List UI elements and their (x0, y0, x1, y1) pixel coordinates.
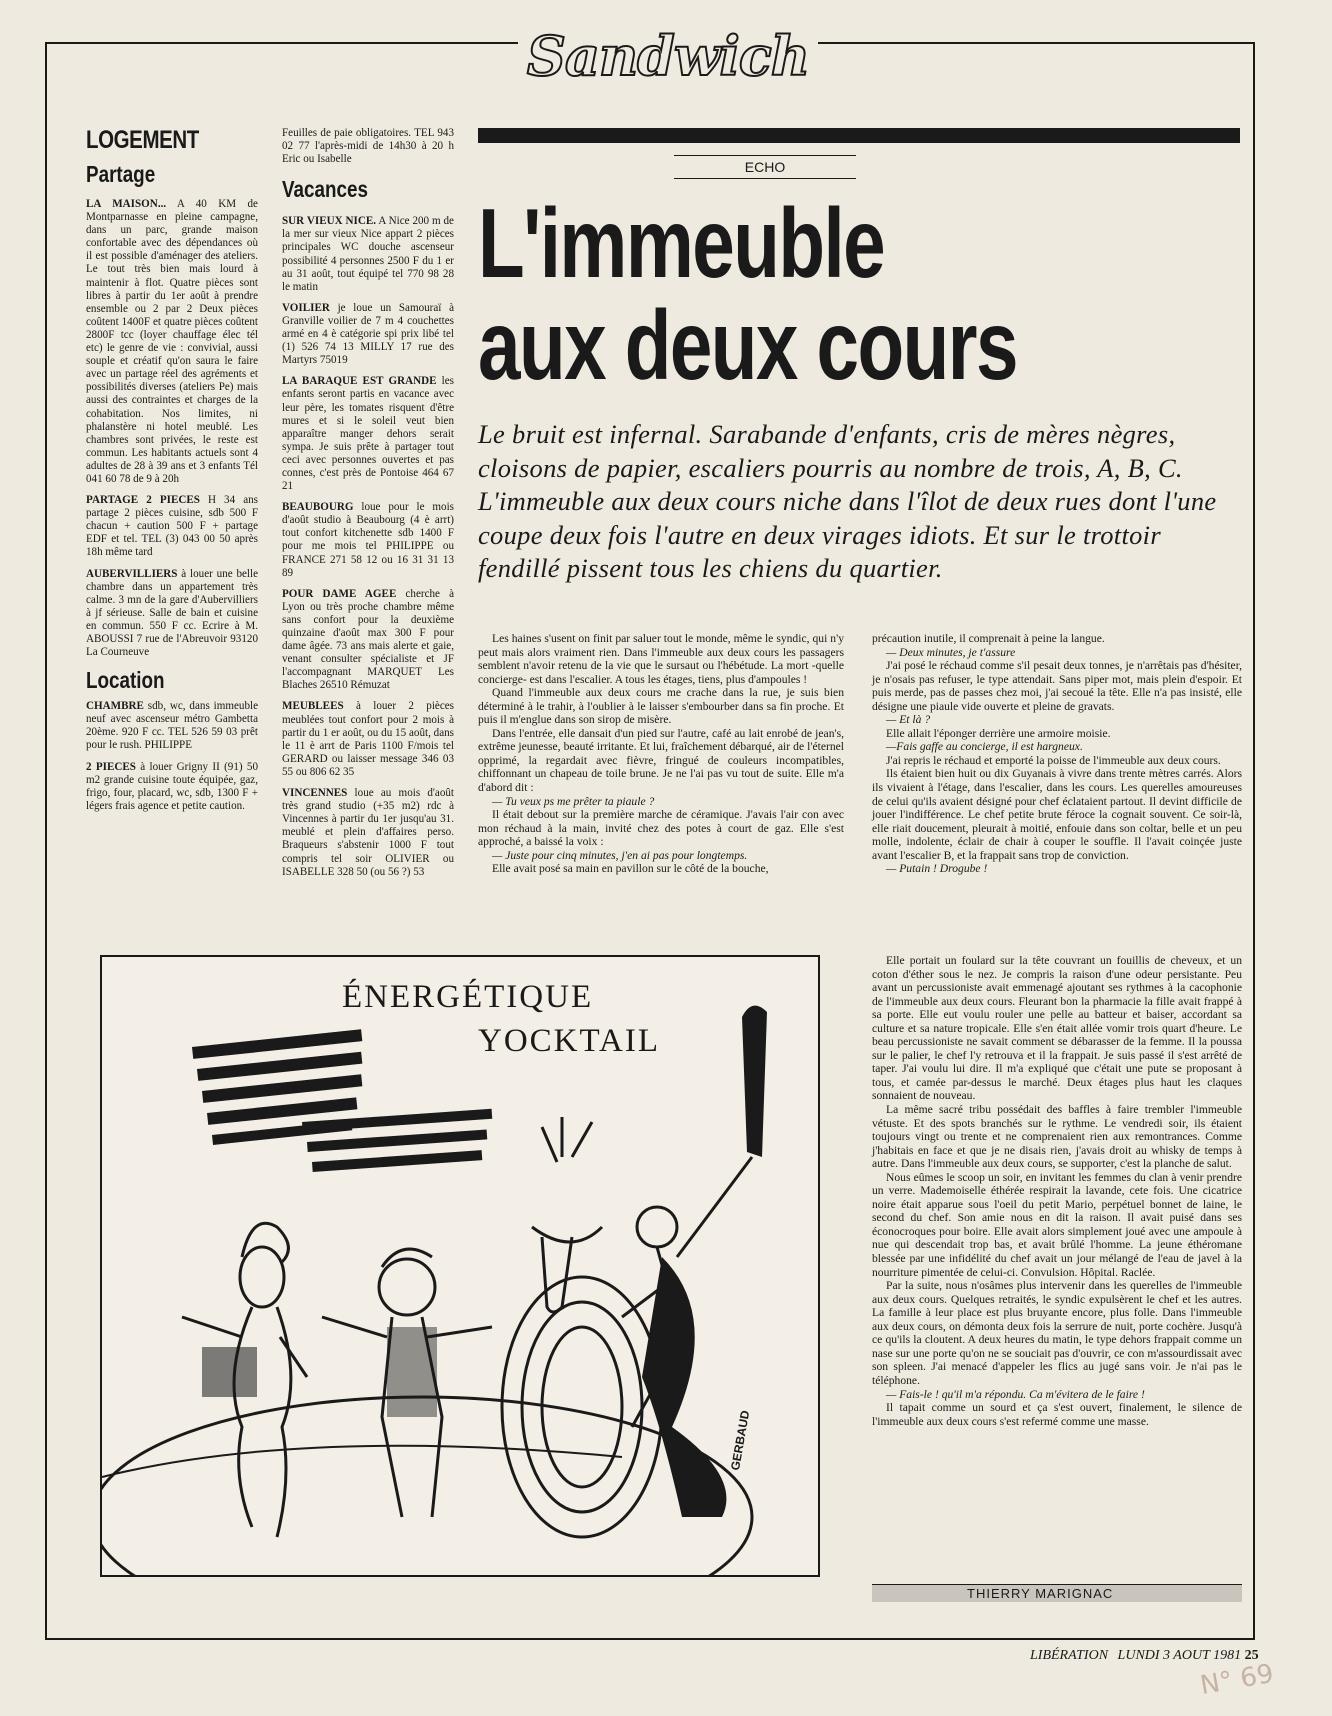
classified-ad-lead: LA MAISON... (86, 198, 167, 210)
article-paragraph: — Fais-le ! qu'il m'a répondu. Ca m'évitera de le faire ! (886, 1387, 1145, 1401)
illustrator-signature: GERBAUD (728, 1409, 753, 1472)
article-paragraph: Elle avait posé sa main en pavillon sur le côté de la bouche, (492, 862, 769, 876)
classified-ad-text: les enfants seront partis en vacance avec leur père, les tomates risquent d'être mures et si le soleil veut bien apparaître manger dehors serait sympa. Je suis prête à partager tout ceci avec personnes ouvertes et pas connes, c'est près de Pontoise 464 67 21 (282, 375, 454, 493)
classified-ad-text: loue pour le mois d'août studio à Beaubourg (4 è arrt) tout confort kitchenette sdb 1400 F pour me mois tel PHILIPPE ou FRANCE 271 58 12 ou 16 31 31 13 89 (282, 501, 454, 579)
article-column-2-bottom (872, 954, 1242, 1428)
article-paragraph: J'ai repris le réchaud et emporté la poisse de l'immeuble aux deux cours. (886, 753, 1221, 767)
classified-ad-text: à louer Grigny II (91) 50 m2 grande cuisine toute équipée, gaz, frigo, four, placard, wc, sdb, 1300 F + légers frais agence et petite caution. (86, 760, 258, 812)
classified-ad-text: A 40 KM de Montparnasse en pleine campagne, dans un parc, grande maison confortable avec des dépendances où il est possible d'aménager des ateliers. Le tout très bien mais lourd à maintenir à flot. Quatre pièces sont libres à partir du 1er août à prendre ensemble ou 2 par 2 Deux pièces coûtent 1400F et quatre pièces coûtent 2800F tcc (loyer chauffage élec tél etc) le genre de vie : convivial, aussi souple et créatif qu'on saura le faire avec un partage réel des agréments et possibilités diverses (ateliers Pe) mais aussi des contraintes et charges de la cohabitation. Nos limites, ni phalanstère ni hotel meublé. Les chambres sont privées, le reste est commun. Les habitants actuels sont 4 adultes de 28 à 39 ans et 3 enfants Tél 041 60 78 de 9 à 20h (86, 198, 258, 485)
classified-ad-lead: 2 PIECES (86, 760, 136, 773)
classified-ad-lead: BEAUBOURG (282, 501, 354, 514)
partage-heading: Partage (86, 161, 156, 187)
article-column-1 (478, 632, 844, 876)
article-lead: Le bruit est infernal. Sarabande d'enfants, cris de mères nègres, cloisons de papier, escaliers pourris au nombre de trois, A, B, C. L'immeuble aux deux cours niche dans l'îlot de deux rues dont l'une coupe deux fois l'autre en deux virages idiots. Et sur le trottoir fendillé pissent tous les chiens du quartier. (478, 419, 1217, 583)
classified-ad (282, 501, 454, 580)
illustration-title-2: YOCKTAIL (478, 1023, 660, 1059)
classified-ad (282, 302, 454, 367)
classified-ad (282, 375, 454, 493)
logement-heading: LOGEMENT (86, 126, 199, 154)
classified-ad (282, 588, 454, 693)
article-paragraph: Dans l'entrée, elle dansait d'un pied sur l'autre, café au lait enrobé de jean's, extrême jeunesse, beauté irritante. Et lui, fraîchement débarqué, air de l'éternel opprimé, la regardait avec fièvre, fringué de couleurs incompatibles, chiffonnant un chapeau de toile brune. Je ne l'ai pas vu tout de suite. Elle m'a d'abord dit : (478, 726, 844, 795)
classified-ad (282, 787, 454, 879)
byline: THIERRY MARIGNAC (872, 1584, 1242, 1602)
classified-ad (282, 700, 454, 779)
article-paragraph: — Tu veux ps me prêter ta piaule ? (492, 794, 655, 808)
article-paragraph: — Juste pour cinq minutes, j'en ai pas pour longtemps. (492, 848, 748, 862)
classifieds-column-2 (282, 127, 454, 887)
article-paragraph: Il était debout sur la première marche de céramique. J'avais l'air con avec mon réchaud à la main, invité chez des potes à court de gaz. Elle s'est approché, a baissé la voix : (478, 808, 844, 849)
headline-line-2: aux deux cours (478, 290, 1017, 400)
article-paragraph: —Fais gaffe au concierge, il est hargneux. (886, 740, 1083, 754)
classified-ad (86, 568, 258, 660)
illustration-title-1: ÉNERGÉTIQUE (342, 979, 594, 1015)
handwritten-note: N° 69 (1197, 1658, 1276, 1702)
article-paragraph: Elle allait l'éponger derrière une armoire moisie. (886, 726, 1111, 740)
classified-ad-text: A Nice 200 m de la mer sur vieux Nice appart 2 pièces principales WC douche ascenseur possibilité 4 personnes 2500 F du 1 er au 31 août, tout équipé tel 770 98 28 le matin (282, 215, 454, 293)
classified-ad-lead: SUR VIEUX NICE. (282, 215, 377, 228)
illustration (100, 955, 820, 1577)
article-paragraph: Il tapait comme un sourd et ça s'est ouvert, finalement, le silence de l'immeuble aux deux cours s'est refermé comme une masse. (872, 1401, 1242, 1428)
article-paragraph: — Et là ? (886, 713, 931, 727)
location-heading: Location (86, 667, 165, 694)
issue-date: LUNDI 3 AOUT 1981 (1117, 1648, 1242, 1663)
classified-ad (86, 494, 258, 559)
classified-ad-text: H 34 ans partage 2 pièces cuisine, sdb 500 F chacun + caution 500 F + partage EDF et tel. TEL (3) 043 00 50 après 18h même tard (86, 494, 258, 559)
headline (478, 188, 1071, 400)
vacances-ads (282, 215, 454, 878)
classified-ad-lead: MEUBLEES (282, 700, 344, 713)
paie-ad-continuation: Feuilles de paie obligatoires. TEL 943 02 77 l'après-midi de 14h30 à 20 h Eric ou Isabelle (282, 127, 454, 166)
section-logo: Sandwich (518, 22, 818, 90)
page-number: 25 (1244, 1648, 1259, 1663)
location-ads (86, 700, 258, 813)
classified-ad-text: sdb, wc, dans immeuble neuf avec ascenseur métro Gambetta 20ème. 920 F cc. TEL 526 59 03 prêt pour le rush. PHILIPPE (86, 700, 258, 752)
article-paragraph: J'ai posé le réchaud comme s'il pesait deux tonnes, je n'arrêtais pas d'hésiter, je n'osais pas refuser, le type attendait. Sans piper mot, mais plein d'espoir. Et puis merde, pas de passes chez moi, j'ai secoué la tête. Elle n'a pas insisté, elle désigne une piaule vide ouverte et pleine de gravats. (872, 659, 1242, 713)
article-paragraph: Ils étaient bien huit ou dix Guyanais à vivre dans trente mètres carrés. Alors ils vivaient à l'étage, dans l'escalier, dans les cours. Les querelles amoureuses de celui qu'ils avaient désigné pour chef éclataient partout. Il devint difficile de jouer l'indifférence. Le chef petite brute féroce la cognait souvent. Ce soir-là, elle riait doucement, pleurait à moitié, enfouie dans son coltar, belle et un peu molle, indolente, éclair de chair à couper le souffle. Il l'avait coinçée juste avant l'escalier B, et la frappait sans trop de conviction. (872, 767, 1242, 862)
classified-ad-text: loue au mois d'août très grand studio (+35 m2) rdc à Vincennes à partir du 1er jusqu'au 31. meublé et plein d'affaires perso. Braqueurs s'abstenir 1000 F tout compris tel soir OLIVIER ou ISABELLE 328 50 (ou 56 ?) 53 (282, 787, 454, 878)
vacances-heading: Vacances (282, 176, 368, 203)
article-paragraph: Elle portait un foulard sur la tête couvrant un fouillis de cheveux, et un coton d'éther sous le nez. Je compris la raison d'une odeur persistante. Peu avant un percussioniste avait emmenagé ajoutant ses rythmes à la cacophonie de l'immeuble aux deux cours. Fleurant bon la pharmacie la fille avait frappé à sa porte. Elle eut voulu rouler une pelle au batteur et baiser, accordant sa culture et sa nature tropicale. Elle s'en était allée vomir trois quart d'heure. Le beau percussioniste ne savait comment se débarasser de la femme. Il la poussa sur le palier, le chef l'y retrouva et il la frappait. Je suis passé il s'est arrêté de taper. J'ai voulu lui dire. Il m'a expliqué que c'était une pute se proposant à tous, et camée par-dessus le marché. Deux étages plus haut les claques sonnaient de nouveau. (872, 954, 1242, 1103)
classified-ad-lead: VOILIER (282, 301, 330, 314)
article-paragraph: Les haines s'usent on finit par saluer tout le monde, même le syndic, qui n'y peut mais alors vraiment rien. Dans l'immeuble aux deux cours les passagers semblent n'avoir retenu de la vie que le sursaut ou l'hébétude. La mort -quelle concierge- est dans l'escalier. A tous les étages, tiens, plus d'ampoules ! (478, 632, 844, 686)
classified-ad (86, 700, 258, 752)
classified-ad (282, 215, 454, 294)
classified-ad-text: à louer 2 pièces meublées tout confort pour 2 mois à partir du 1 er août, ou du 15 août, dans le 11 è arrt de Paris 1100 F/mois tel GERARD ou laisser message 346 03 55 ou 806 62 35 (282, 700, 454, 778)
classifieds-column-1 (86, 126, 258, 821)
article-column-2-top (872, 632, 1242, 876)
headline-line-1: L'immeuble (478, 188, 885, 298)
paper-name: LIBÉRATION (1030, 1648, 1109, 1663)
article-paragraph: précaution inutile, il comprenait à peine la langue. (872, 632, 1105, 645)
headline-top-rule (478, 128, 1240, 143)
classified-ad-text: à louer une belle chambre dans un appartement très calme. 3 mn de la gare d'Aubervilliers à jf sérieuse. Salle de bain et cuisine en commun. 550 F cc. Ecrire à M. ABOUSSI 7 rue de l'Abreuvoir 93120 La Courneuve (86, 567, 258, 659)
article-paragraph: — Deux minutes, je t'assure (886, 645, 1016, 659)
article-paragraph: Par la suite, nous n'osâmes plus intervenir dans les querelles de l'immeuble aux deux cours. Quelques retraités, le syndic expulsèrent le chef et les autres. La famille à leur place est plus bruyante encore, plus folle. Dans l'immeuble aux deux cours, on démonta deux fois la serrure de nuit, porte cochère. Jusqu'à ce qu'ils la cloutent. A deux heures du matin, le type dehors frappait comme un nase sur une porte qu'on ne se souciait pas d'ouvrir, ce con m'assourdissait avec son spleen. J'ai menacé d'appeler les flics au jugé sans voir. Je n'ai pas le téléphone. (872, 1279, 1242, 1387)
article-paragraph: La même sacré tribu possédait des baffles à faire trembler l'immeuble vétuste. Et des spots branchés sur le rythme. Le vendredi soir, ils étaient toujours vingt ou trente et ne comprenaient rien aux remontrances. Comme j'habitais en face et que je ne disais rien, j'avais droit au whisky de temps à autre. Dans l'immeuble aux deux cours, se supporter, c'est la planche de salut. (872, 1103, 1242, 1171)
classified-ad-text: je loue un Samouraï à Granville voilier de 7 m 4 couchettes armé en 4 è catégorie spi prix libé tel (1) 526 74 13 MILLY 17 rue des Martyrs 75019 (282, 301, 454, 367)
echo-kicker: ECHO (674, 155, 856, 179)
classified-ad (86, 761, 258, 813)
classified-ad-lead: POUR DAME AGEE (282, 587, 397, 600)
illustration-drawing (102, 957, 818, 1575)
partage-ads (86, 198, 258, 659)
article-paragraph: Nous eûmes le scoop un soir, en invitant les femmes du clan à venir prendre un verre. Mademoiselle éthérée respirait la lavande, cete fois. Une cicatrice noire était apparue sous l'oeil du petit Mario, perpétuel bonnet de laine, le second du chef. Son amie nous en dit la raison. Il avait puisé dans ses éconocroques pour boire. Elle avait alors simplement joué avec une ampoule à nue qui descendait trop bas, et avait brûlé l'homme. La jeune éthéromane blessée par une infidélité du chef avait un jour mélangé de l'eau de javel à la nourriture pimentée de celui-ci. Convulsion. Hôpital. Raclée. (872, 1170, 1242, 1279)
classified-ad-lead: PARTAGE 2 PIECES (86, 494, 200, 507)
classified-ad-lead: AUBERVILLIERS (86, 567, 178, 580)
classified-ad-lead: LA BARAQUE EST GRANDE (282, 375, 437, 388)
classified-ad (86, 198, 258, 486)
article-paragraph: — Putain ! Drogube ! (886, 862, 988, 876)
classified-ad-lead: CHAMBRE (86, 700, 144, 713)
article-paragraph: Quand l'immeuble aux deux cours me crache dans la rue, je suis bien déterminé à le trahir, à l'oublier à le laisser s'embourber dans sa fin proche. Et puis il m'englue dans son sirop de misère. (478, 686, 844, 727)
classified-ad-lead: VINCENNES (282, 787, 348, 800)
classified-ad-text: cherche à Lyon ou très proche chambre même sans confort pour la deuxième quinzaine d'août max 300 F pour dame âgée. 73 ans mais alerte et gaie, venant consulter spécialiste et JF l'accompagnant MARQUET Les Blaches 26510 Rémuzat (282, 587, 454, 692)
